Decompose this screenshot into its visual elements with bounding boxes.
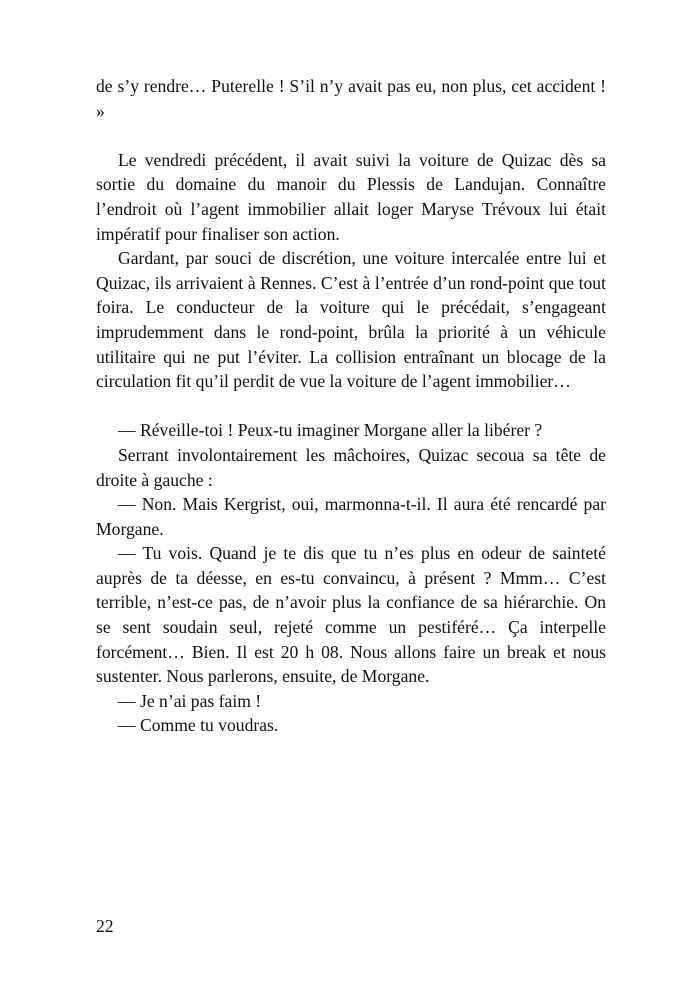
page-body bbox=[96, 74, 606, 738]
paragraph-friday: Le vendredi précédent, il avait suivi la voiture de Quizac dès sa sortie du domaine du manoir du Plessis de Landujan. Connaître l’endroit où l’agent immobilier allait loger Maryse Trévoux lui était impératif pour finaliser son action. bbox=[96, 149, 606, 244]
dialogue-line: — Tu vois. Quand je te dis que tu n’es plus en odeur de sainteté auprès de ta déesse, en es-tu convaincu, à présent ? Mmm… C’est terrible, n’est-ce pas, de n’avoir plus la confiance de sa hiérarchie. On se sent soudain seul, rejeté comme un pestiféré… Ça interpelle forcément… Bien. Il est 20 h 08. Nous allons faire un break et nous sustenter. Nous parlerons, ensuite, de Morgane. bbox=[96, 543, 606, 687]
dialogue-line: — Réveille-toi ! Peux-tu imaginer Morgane aller la libérer ? bbox=[118, 420, 543, 441]
page-number: 22 bbox=[96, 916, 114, 936]
paragraph-rennes: Gardant, par souci de discrétion, une voiture intercalée entre lui et Quizac, ils arrivaient à Rennes. C’est à l’entrée d’un rond-point que tout foira. Le conducteur de la voiture qui le précédait, s’engageant imprudemment dans le rond-point, brûla la priorité à un véhicule utilitaire qui ne put l’éviter. La collision entraînant un blocage de la circulation fit qu’il perdit de vue la voiture de l’agent immobilier… bbox=[96, 248, 606, 392]
narration-line: Serrant involontairement les mâchoires, Quizac secoua sa tête de droite à gauche : bbox=[96, 444, 606, 490]
dialogue-line: — Comme tu voudras. bbox=[118, 715, 279, 736]
dialogue-line: — Je n’ai pas faim ! bbox=[118, 690, 262, 711]
paragraph-continuation: de s’y rendre… Puterelle ! S’il n’y avait pas eu, non plus, cet accident ! » bbox=[96, 76, 606, 121]
dialogue-line: — Non. Mais Kergrist, oui, marmonna-t-il. Il aura été rencardé par Morgane. bbox=[96, 494, 606, 539]
